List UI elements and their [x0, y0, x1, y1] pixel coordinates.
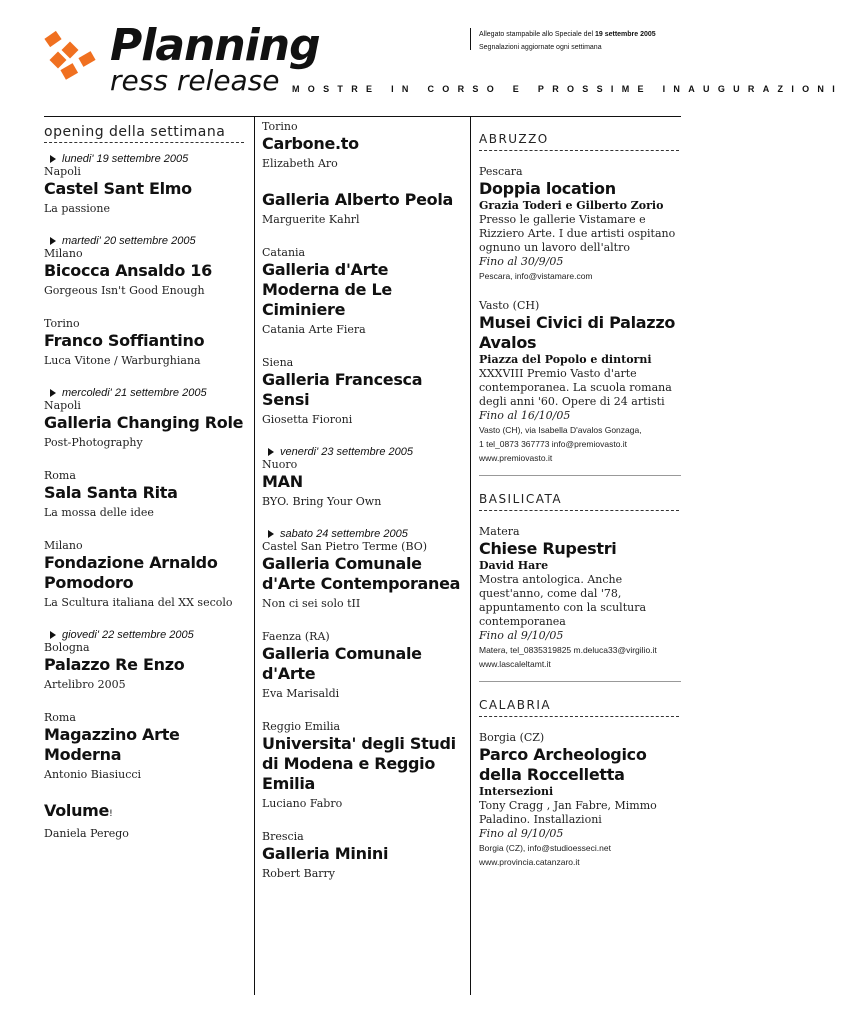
entry-city: Torino — [44, 317, 80, 330]
planning-logo — [44, 30, 104, 82]
region-separator — [479, 681, 681, 682]
entry-city: Catania — [262, 246, 306, 259]
entry-venue: Palazzo Re Enzo — [44, 655, 185, 674]
entry-city: Bologna — [44, 641, 90, 654]
region-heading: BASILICATA — [479, 492, 563, 506]
date-heading: lunedi' 19 settembre 2005 — [44, 153, 244, 165]
entry-venue: Musei Civici di Palazzo Avalos — [479, 313, 676, 352]
date-heading: mercoledi' 21 settembre 2005 — [44, 387, 244, 399]
entry-venue: Galleria Francesca Sensi — [262, 370, 423, 409]
entry-venue: MAN — [262, 472, 303, 491]
brand-subtitle: ress release — [110, 64, 280, 97]
date-heading: sabato 24 settembre 2005 — [262, 528, 462, 540]
header-info — [479, 28, 656, 54]
entry-exhibition: BYO. Bring Your Own — [262, 495, 382, 508]
entry-exhibition: Marguerite Kahrl — [262, 213, 360, 226]
entry-venue: Sala Santa Rita — [44, 483, 178, 502]
entry-city: Borgia (CZ) — [479, 731, 545, 744]
info-line2: Segnalazioni aggiornate ogni settimana — [479, 44, 602, 51]
listing-entry — [262, 540, 462, 612]
date-heading: martedi' 20 settembre 2005 — [44, 235, 244, 247]
entry-city: Milano — [44, 247, 83, 260]
entry-city: Milano — [44, 539, 83, 552]
entry-description: Mostra antologica. Anche quest'anno, come dal '78, appuntamento con la scultura contemporanea — [479, 573, 647, 628]
entry-city: Roma — [44, 469, 76, 482]
entry-contact: Vasto (CH), via Isabella D'avalos Gonzaga, — [479, 425, 642, 435]
entry-exhibition: Luca Vitone / Warburghiana — [44, 354, 201, 367]
entry-exhibition: La passione — [44, 202, 110, 215]
entry-city: Pescara — [479, 165, 523, 178]
entry-venue: Galleria Minini — [262, 844, 389, 863]
listing-entry — [44, 247, 244, 299]
entry-venue: Doppia location — [479, 179, 616, 198]
info-date: 19 settembre 2005 — [594, 31, 656, 38]
dashed-rule — [479, 150, 679, 151]
header-divider — [470, 28, 471, 50]
column-divider-2 — [470, 117, 471, 995]
region-entry — [479, 731, 684, 869]
column-opening-continued — [262, 120, 462, 900]
entry-venue: Volume! — [44, 801, 113, 820]
entry-location: Piazza del Popolo e dintorni — [479, 353, 652, 366]
entry-city: Castel San Pietro Terme (BO) — [262, 540, 428, 553]
entry-city: Napoli — [44, 399, 81, 412]
region-entry — [479, 525, 684, 671]
entry-contact: 1 tel_0873 367773 info@premiovasto.it — [479, 439, 628, 449]
listing-entry — [262, 246, 462, 338]
entry-website: www.provincia.catanzaro.it — [479, 857, 580, 867]
listing-entry — [44, 641, 244, 693]
entry-contact: Matera, tel_0835319825 m.deluca33@virgilio.it — [479, 645, 657, 655]
entry-exhibition: La Scultura italiana del XX secolo — [44, 596, 233, 609]
entry-city: Matera — [479, 525, 520, 538]
entry-city: Faenza (RA) — [262, 630, 330, 643]
entry-until: Fino al 9/10/05 — [479, 629, 564, 642]
section-title: opening della settimana — [44, 124, 226, 140]
column-divider-1 — [254, 117, 255, 995]
entry-city: Reggio Emilia — [262, 720, 341, 733]
entry-city: Nuoro — [262, 458, 298, 471]
entry-venue: Parco Archeologico della Roccelletta — [479, 745, 647, 784]
entry-exhibition: Robert Barry — [262, 867, 336, 880]
entry-venue: Carbone.to — [262, 134, 359, 153]
entry-exhibition: La mossa delle idee — [44, 506, 154, 519]
entry-website: www.premiovasto.it — [479, 453, 553, 463]
entry-city: Napoli — [44, 165, 81, 178]
tagline: MOSTRE IN CORSO E PROSSIME INAUGURAZIONI — [292, 84, 843, 94]
region-entry — [479, 165, 684, 283]
info-prefix: Allegato stampabile allo Speciale del — [479, 31, 595, 38]
entry-exhibition: Non ci sei solo tII — [262, 597, 361, 610]
play-triangle-icon — [50, 237, 56, 245]
entry-city: Brescia — [262, 830, 304, 843]
region-entry — [479, 299, 684, 465]
listing-entry — [262, 630, 462, 702]
entry-venue: Castel Sant Elmo — [44, 179, 192, 198]
entry-exhibition: Eva Marisaldi — [262, 687, 340, 700]
column-regions — [479, 120, 684, 869]
entry-exhibition: Elizabeth Aro — [262, 157, 338, 170]
listing-entry — [262, 120, 462, 172]
entry-city: Roma — [44, 711, 76, 724]
entry-venue: Galleria Changing Role — [44, 413, 244, 432]
entry-exhibition: Catania Arte Fiera — [262, 323, 366, 336]
column-opening — [44, 120, 244, 860]
listing-entry — [44, 469, 244, 521]
region-heading: CALABRIA — [479, 698, 552, 712]
play-triangle-icon — [268, 448, 274, 456]
entry-contact: Pescara, info@vistamare.com — [479, 271, 593, 281]
entry-venue: Galleria Comunale d'Arte — [262, 644, 422, 683]
entry-description: XXXVIII Premio Vasto d'arte contemporanea. La scuola romana degli anni '60. Opere di 24 artisti — [479, 367, 672, 408]
entry-until: Fino al 16/10/05 — [479, 409, 571, 422]
dashed-rule — [479, 716, 679, 717]
region-separator — [479, 475, 681, 476]
entry-exhibition: Giosetta Fioroni — [262, 413, 353, 426]
entry-contact: Borgia (CZ), info@studioesseci.net — [479, 843, 611, 853]
region-heading: ABRUZZO — [479, 132, 549, 146]
entry-venue: Universita' degli Studi di Modena e Reggio Emilia — [262, 734, 456, 793]
entry-venue: Chiese Rupestri — [479, 539, 617, 558]
entry-description: Tony Cragg , Jan Fabre, Mimmo Paladino. Installazioni — [479, 799, 657, 826]
entry-city: Vasto (CH) — [479, 299, 540, 312]
listing-entry — [44, 801, 244, 842]
entry-venue: Magazzino Arte Moderna — [44, 725, 180, 764]
listing-entry — [262, 190, 462, 228]
listing-entry — [262, 830, 462, 882]
listing-entry — [44, 165, 244, 217]
listing-entry — [262, 356, 462, 428]
listing-entry — [44, 317, 244, 369]
entry-exhibition: Gorgeous Isn't Good Enough — [44, 284, 205, 297]
dashed-rule — [479, 510, 679, 511]
entry-artists: David Hare — [479, 559, 549, 572]
entry-exhibition: Antonio Biasiucci — [44, 768, 142, 781]
date-heading: giovedi' 22 settembre 2005 — [44, 629, 244, 641]
entry-title: Intersezioni — [479, 785, 554, 798]
listing-entry — [44, 711, 244, 783]
play-triangle-icon — [50, 631, 56, 639]
listing-entry — [262, 720, 462, 812]
entry-exhibition: Daniela Perego — [44, 827, 129, 840]
entry-venue: Bicocca Ansaldo 16 — [44, 261, 212, 280]
entry-venue: Franco Soffiantino — [44, 331, 205, 350]
listing-entry — [262, 458, 462, 510]
entry-artists: Grazia Toderi e Gilberto Zorio — [479, 199, 664, 212]
entry-exhibition: Luciano Fabro — [262, 797, 343, 810]
entry-venue: Fondazione Arnaldo Pomodoro — [44, 553, 218, 592]
entry-venue: Galleria Alberto Peola — [262, 190, 454, 209]
entry-city: Torino — [262, 120, 298, 133]
play-triangle-icon — [50, 155, 56, 163]
entry-exhibition: Artelibro 2005 — [44, 678, 126, 691]
play-triangle-icon — [50, 389, 56, 397]
entry-until: Fino al 30/9/05 — [479, 255, 564, 268]
date-heading: venerdi' 23 settembre 2005 — [262, 446, 462, 458]
entry-website: www.lascaleltamt.it — [479, 659, 551, 669]
top-rule — [44, 116, 681, 117]
entry-until: Fino al 9/10/05 — [479, 827, 564, 840]
entry-city: Siena — [262, 356, 294, 369]
entry-description: Presso le gallerie Vistamare e Rizziero Arte. I due artisti ospitano ognuno un lavoro dell'altro — [479, 213, 676, 254]
entry-venue: Galleria Comunale d'Arte Contemporanea — [262, 554, 461, 593]
listing-entry — [44, 539, 244, 611]
brand-title: Planning — [110, 20, 320, 71]
play-triangle-icon — [268, 530, 274, 538]
entry-venue: Galleria d'Arte Moderna de Le Ciminiere — [262, 260, 392, 319]
entry-exhibition: Post-Photography — [44, 436, 143, 449]
venue-mark: ! — [109, 809, 113, 819]
dashed-rule — [44, 142, 244, 143]
listing-entry — [44, 399, 244, 451]
